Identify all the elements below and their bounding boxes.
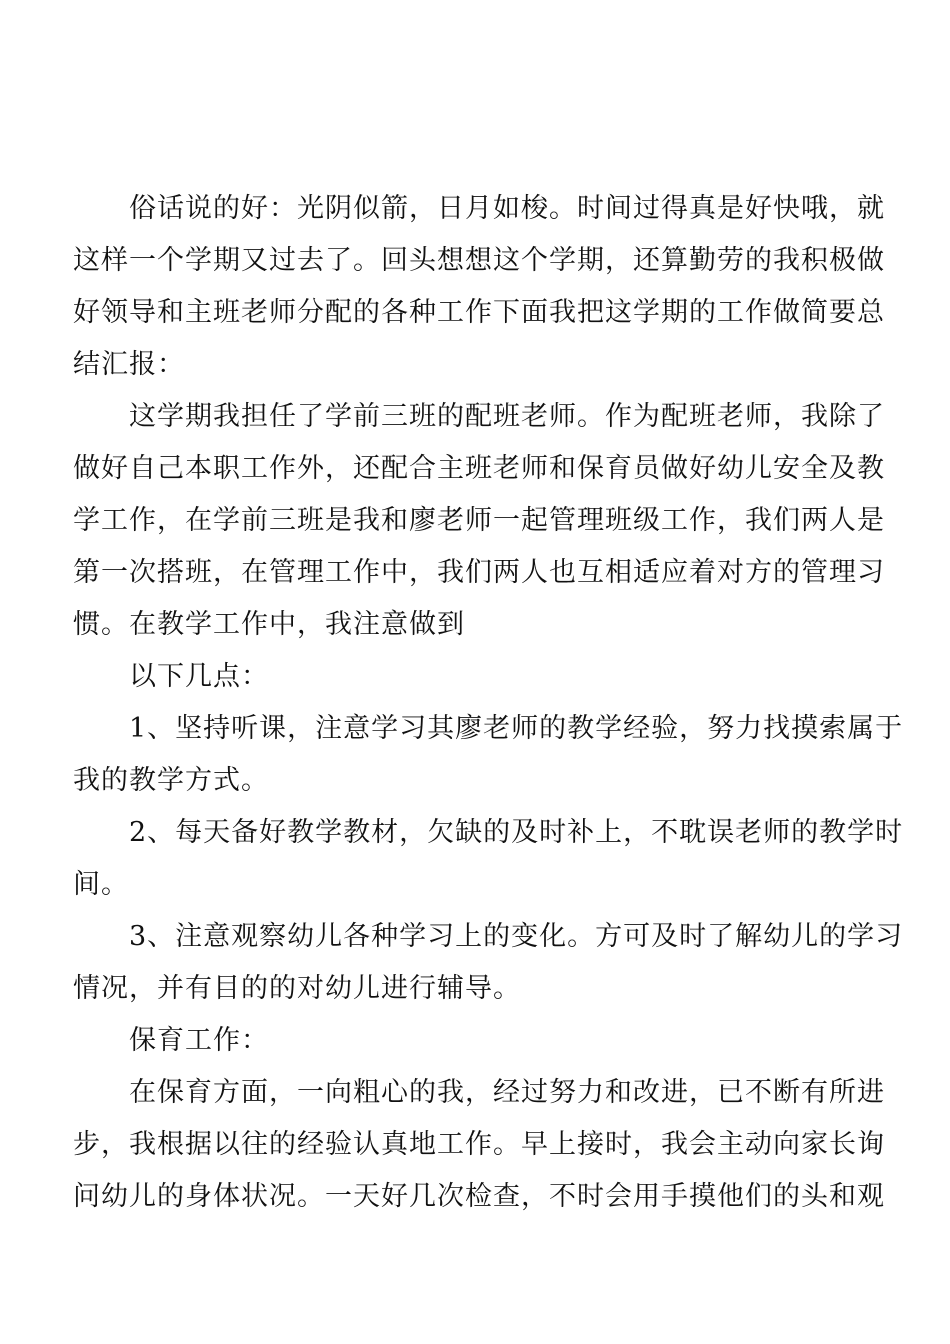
text-line: 我的教学方式。 xyxy=(73,765,269,796)
text-line: 做好自己本职工作外，还配合主班老师和保育员做好幼儿安全及教 xyxy=(73,453,885,484)
text-line: 俗话说的好：光阴似箭，日月如梭。时间过得真是好快哦，就 xyxy=(129,193,885,224)
text-line: 学工作，在学前三班是我和廖老师一起管理班级工作，我们两人是 xyxy=(73,505,885,536)
text-line: 惯。在教学工作中，我注意做到 xyxy=(73,609,465,640)
document-body xyxy=(73,183,904,1223)
text-line: 间。 xyxy=(73,869,129,900)
text-line: 3、注意观察幼儿各种学习上的变化。方可及时了解幼儿的学习 xyxy=(129,921,904,952)
text-line: 第一次搭班，在管理工作中，我们两人也互相适应着对方的管理习 xyxy=(73,557,885,588)
text-line: 好领导和主班老师分配的各种工作下面我把这学期的工作做简要总 xyxy=(73,297,885,328)
text-line: 结汇报： xyxy=(73,349,185,380)
text-line: 2、每天备好教学教材，欠缺的及时补上，不耽误老师的教学时 xyxy=(129,817,904,848)
text-line: 这学期我担任了学前三班的配班老师。作为配班老师，我除了 xyxy=(129,401,885,432)
text-line: 这样一个学期又过去了。回头想想这个学期，还算勤劳的我积极做 xyxy=(73,245,885,276)
text-line: 1、坚持听课，注意学习其廖老师的教学经验，努力找摸索属于 xyxy=(129,713,904,744)
text-line: 情况，并有目的的对幼儿进行辅导。 xyxy=(73,973,521,1004)
text-line: 在保育方面，一向粗心的我，经过努力和改进，已不断有所进 xyxy=(129,1077,885,1108)
text-line: 步，我根据以往的经验认真地工作。早上接时，我会主动向家长询 xyxy=(73,1129,885,1160)
text-line: 以下几点： xyxy=(129,661,269,692)
section-heading: 保育工作： xyxy=(129,1025,269,1056)
text-line: 问幼儿的身体状况。一天好几次检查，不时会用手摸他们的头和观 xyxy=(73,1181,885,1212)
